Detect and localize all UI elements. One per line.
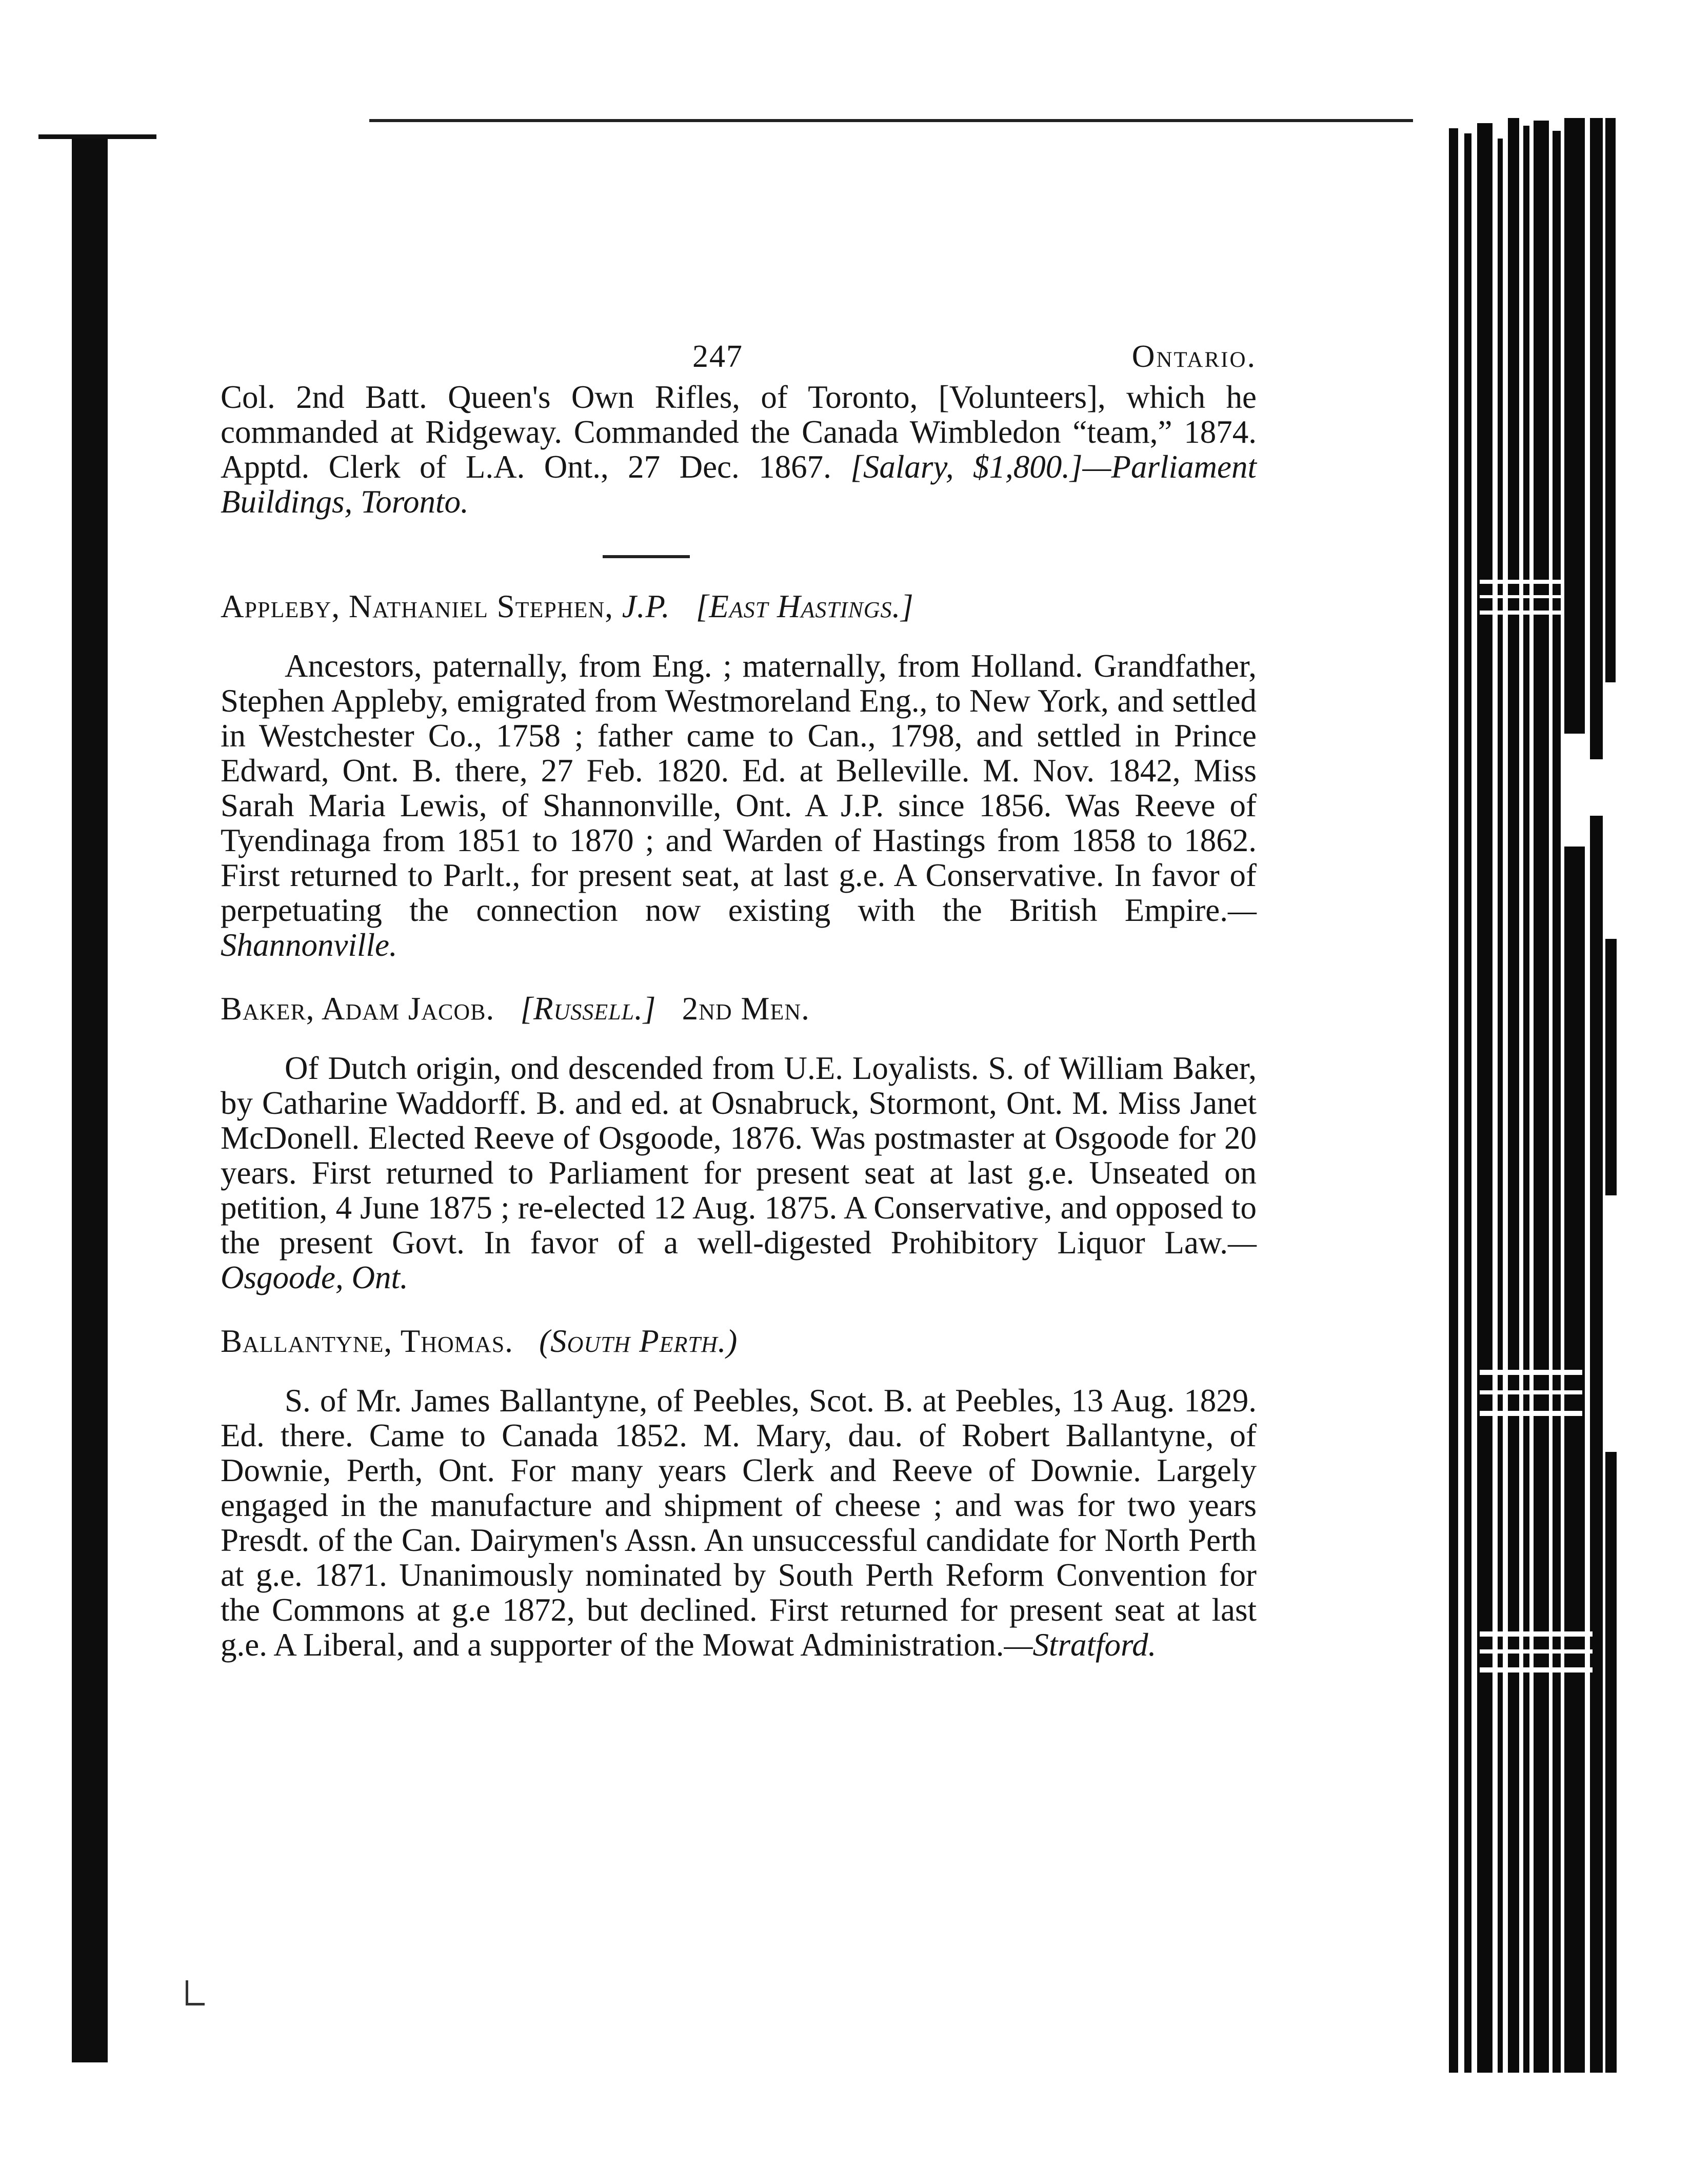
entry-heading [221, 1324, 1257, 1359]
page-text-column [221, 328, 1257, 1662]
page-number: 247 [692, 339, 743, 374]
entry-body-text: Ancestors, paternally, from Eng. ; maternally, from Holland. Grandfather, Stephen Appleby, emigrated from Westmoreland Eng., to New York, and settled in Westchester Co., 1758 ; father came to Can., 1798, and settled in Prince Edward, Ont. B. there, 27 Feb. 1820. Ed. at Belleville. M. Nov. 1842, Miss Sarah Maria Lewis, of Shannonville, Ont. A J.P. since 1856. Was Reeve of Tyendinaga from 1851 to 1870 ; and Warden of Hastings from 1858 to 1862. First returned to Parlt., for present seat, at last g.e. A Conservative. In favor of perpetuating the connection now existing with the British Empire. [221, 648, 1257, 928]
continuation-paragraph [221, 380, 1257, 519]
entry-body-text: S. of Mr. James Ballantyne, of Peebles, Scot. B. at Peebles, 13 Aug. 1829. Ed. there. Came to Canada 1852. M. Mary, dau. of Robert Ballantyne, of Downie, Perth, Ont. For many years Clerk and Reeve of Downie. Largely engaged in the manufacture and shipment of cheese ; and was for two years Presdt. of the Can. Dairymen's Assn. An unsuccessful candidate for North Perth at g.e. 1871. Unanimously nominated by South Perth Reform Convention for the Commons at g.e 1872, but declined. First returned for present seat at last g.e. A Liberal, and a supporter of the Mowat Administration. [221, 1383, 1257, 1663]
section-divider [603, 555, 690, 558]
entry-riding: [Russell.] [520, 991, 656, 1027]
entry-name: Baker, Adam Jacob. [221, 991, 495, 1027]
entry-riding: [East Hastings.] [695, 588, 914, 624]
scan-top-rule [369, 119, 1421, 122]
page-header [221, 328, 1257, 380]
entry-name: Ballantyne, Thomas. [221, 1323, 513, 1359]
continuation-salary: [Salary, $1,800.] [850, 449, 1083, 485]
entry-heading [221, 589, 1257, 624]
entry-riding: (South Perth.) [539, 1323, 738, 1359]
entry-body-text: Of Dutch origin, ond descended from U.E. Loyalists. S. of William Baker, by Catharine Waddorff. B. and ed. at Osnabruck, Stormont, Ont. M. Miss Janet McDonell. Elected Reeve of Osgoode, 1876. Was postmaster at Osgoode for 20 years. First returned to Parliament for present seat at last g.e. Unseated on petition, 4 June 1875 ; re-elected 12 Aug. 1875. A Conservative, and opposed to the present Govt. In favor of a well-digested Prohibitory Liquor Law. [221, 1050, 1257, 1261]
entry-note: 2nd Men. [682, 991, 810, 1027]
entry-body [221, 648, 1257, 962]
scan-page-edge [1413, 118, 1628, 2073]
entry-residence: —Osgoode, Ont. [221, 1225, 1257, 1295]
entry-body [221, 1383, 1257, 1662]
scan-corner-mark [186, 1980, 205, 2005]
entry-heading [221, 991, 1257, 1026]
entry-residence: —Stratford. [1004, 1627, 1157, 1663]
page-edge-graphic [1413, 118, 1628, 2073]
entry-name: Appleby, Nathaniel Stephen, [221, 588, 614, 624]
running-head: Ontario. [1131, 339, 1257, 374]
scan-binding-shadow [72, 139, 108, 2062]
entry-residence: —Shannonville. [221, 892, 1257, 963]
continuation-address: —Parliament Buildings, Toronto. [221, 449, 1257, 520]
entry-title: J.P. [622, 588, 670, 624]
entry-body [221, 1051, 1257, 1295]
continuation-text: Col. 2nd Batt. Queen's Own Rifles, of Toronto, [Volunteers], which he commanded at Ridgeway. Commanded the Canada Wimbledon “team,” 1874. Apptd. Clerk of L.A. Ont., 27 Dec. 1867. [221, 379, 1257, 485]
